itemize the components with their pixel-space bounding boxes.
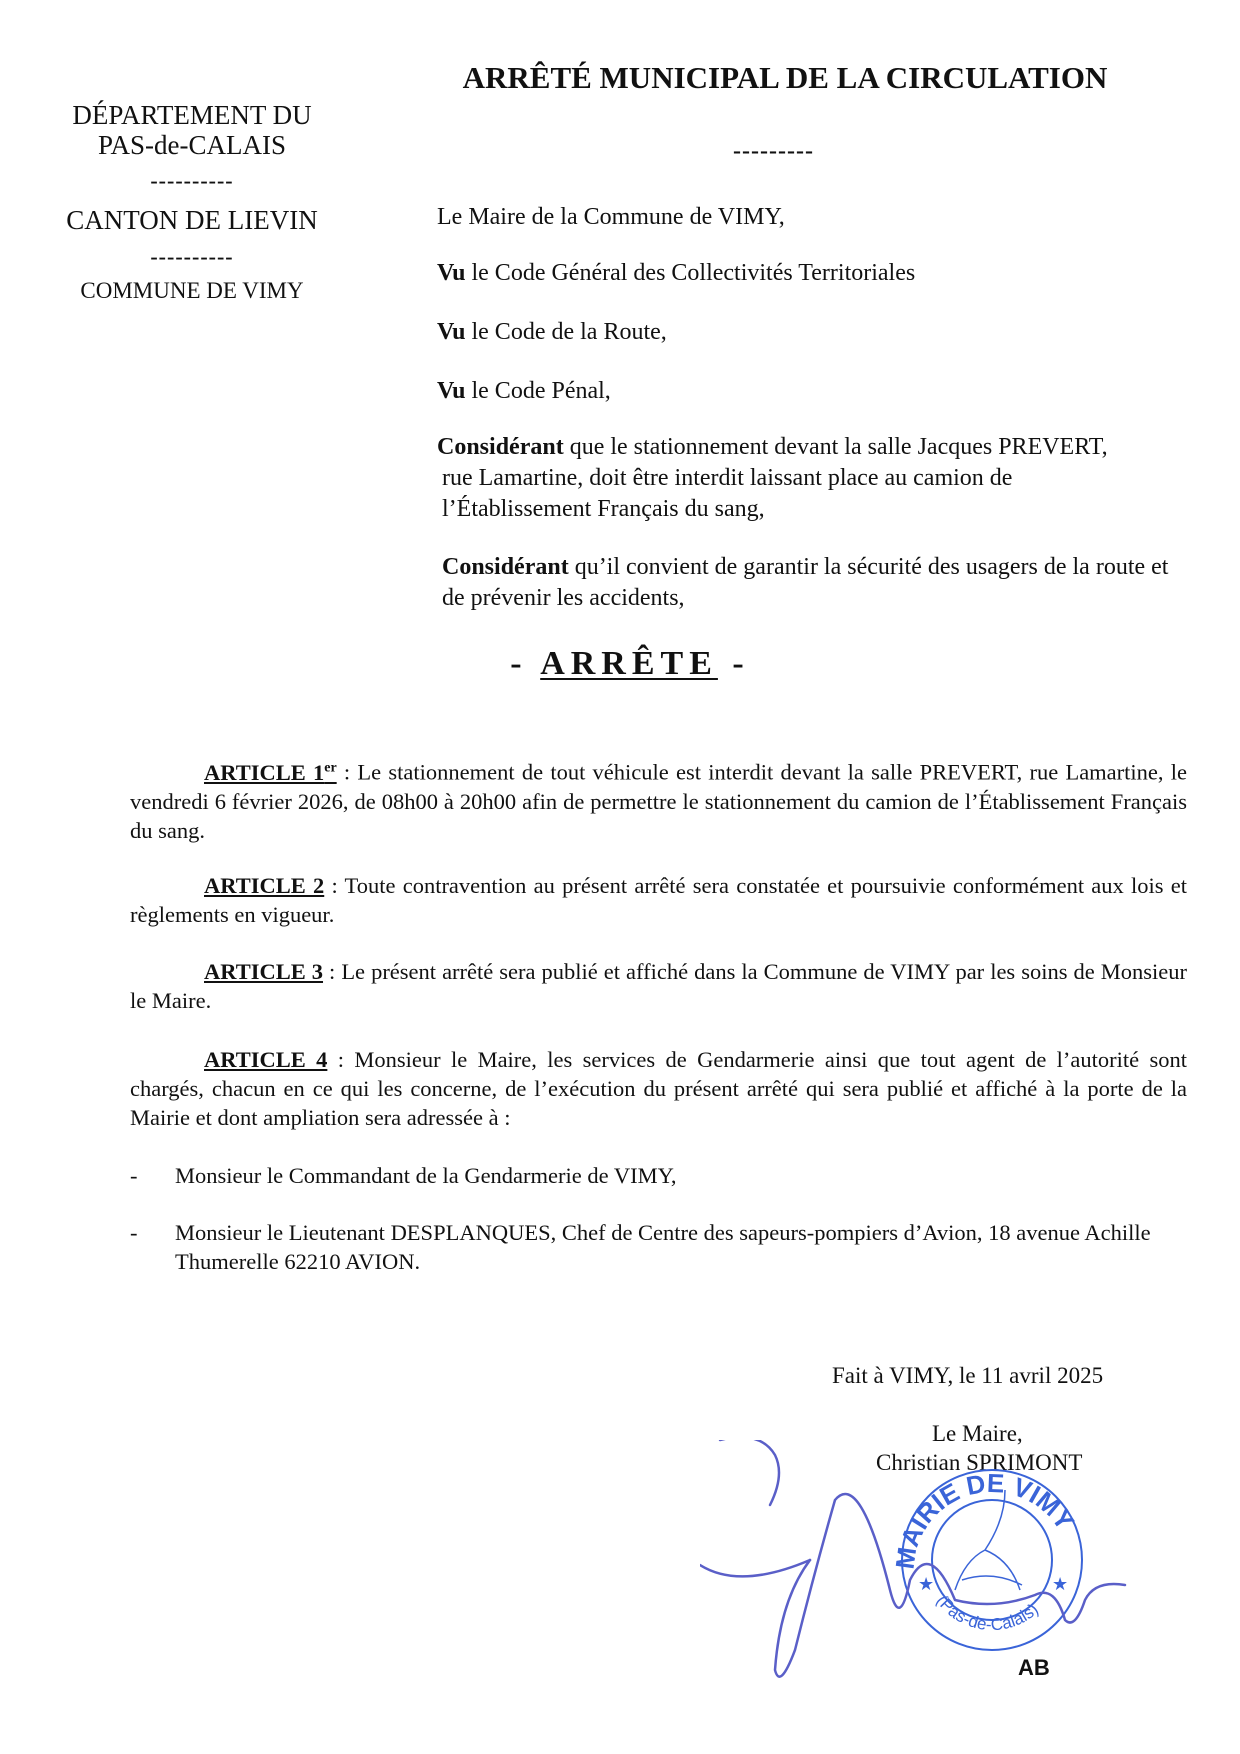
recipient-item: - Monsieur le Commandant de la Gendarmerie de VIMY,	[130, 1163, 677, 1188]
article-2: ARTICLE 2 : Toute contravention au présent arrêté sera constatée et poursuivie conformément aux lois et règlements en vigueur.	[130, 873, 1188, 927]
considerant-paragraph: Considérant qu’il convient de garantir la sécurité des usagers de la route et de prévenir les accidents,	[442, 554, 1169, 611]
department-line: DÉPARTEMENT DU	[72, 100, 312, 130]
title-separator: ---------	[733, 138, 814, 164]
commune-name: COMMUNE DE VIMY	[80, 278, 304, 303]
preamble-intro: Le Maire de la Commune de VIMY,	[437, 204, 785, 230]
stamp-and-signature	[700, 1440, 1160, 1700]
decision-heading: - ARRÊTE -	[510, 645, 750, 682]
signatory-role: Le Maire,	[932, 1421, 1023, 1446]
vu-line: Vu le Code de la Route,	[437, 319, 667, 345]
bullet: -	[130, 1163, 138, 1188]
department-line: PAS-de-CALAIS	[97, 130, 287, 160]
article-3: ARTICLE 3 : Le présent arrêté sera publié et affiché dans la Commune de VIMY par les soins de Monsieur le Maire.	[130, 959, 1188, 1013]
stamp	[889, 1468, 1082, 1650]
initials: AB	[1018, 1655, 1050, 1680]
stamp-text-bottom: (Pas-de-Calais)	[932, 1591, 1042, 1635]
article-4: ARTICLE 4 : Monsieur le Maire, les services de Gendarmerie ainsi que tout agent de l’autorité sont chargés, chacun en ce qui les concerne, de l’exécution du présent arrêté qui sera publié et affiché à la porte de la Mairie et dont ampliation sera adressée à :	[130, 1047, 1188, 1130]
article-1: ARTICLE 1er : Le stationnement de tout véhicule est interdit devant la salle PREVERT, rue Lamartine, le vendredi 6 février 2026, de 08h00 à 20h00 afin de permettre le stationnement du camion de l’Établissement Français du sang.	[130, 759, 1188, 843]
separator: ----------	[150, 168, 234, 193]
department-name	[40, 100, 344, 160]
document-title: ARRÊTÉ MUNICIPAL DE LA CIRCULATION	[462, 60, 1108, 95]
considerant-paragraph: Considérant que le stationnement devant la salle Jacques PREVERT, rue Lamartine, doit être interdit laissant place au camion de l’Établissement Français du sang,	[437, 434, 1108, 522]
vu-line: Vu le Code Général des Collectivités Territoriales	[437, 260, 916, 286]
star-icon: ★	[918, 1574, 935, 1594]
separator: ----------	[150, 244, 234, 269]
recipient-item: - Monsieur le Lieutenant DESPLANQUES, Chef de Centre des sapeurs-pompiers d’Avion, 18 avenue Achille Thumerelle 62210 AVION.	[130, 1220, 1151, 1274]
vu-line: Vu le Code Pénal,	[437, 378, 611, 404]
star-icon: ★	[1052, 1574, 1069, 1594]
bullet: -	[130, 1220, 138, 1245]
canton-name: CANTON DE LIEVIN	[66, 205, 318, 235]
place-date: Fait à VIMY, le 11 avril 2025	[832, 1363, 1104, 1388]
signatory-name: Christian SPRIMONT	[876, 1450, 1083, 1475]
stamp-text-top: MAIRIE DE VIMY	[889, 1467, 1081, 1571]
